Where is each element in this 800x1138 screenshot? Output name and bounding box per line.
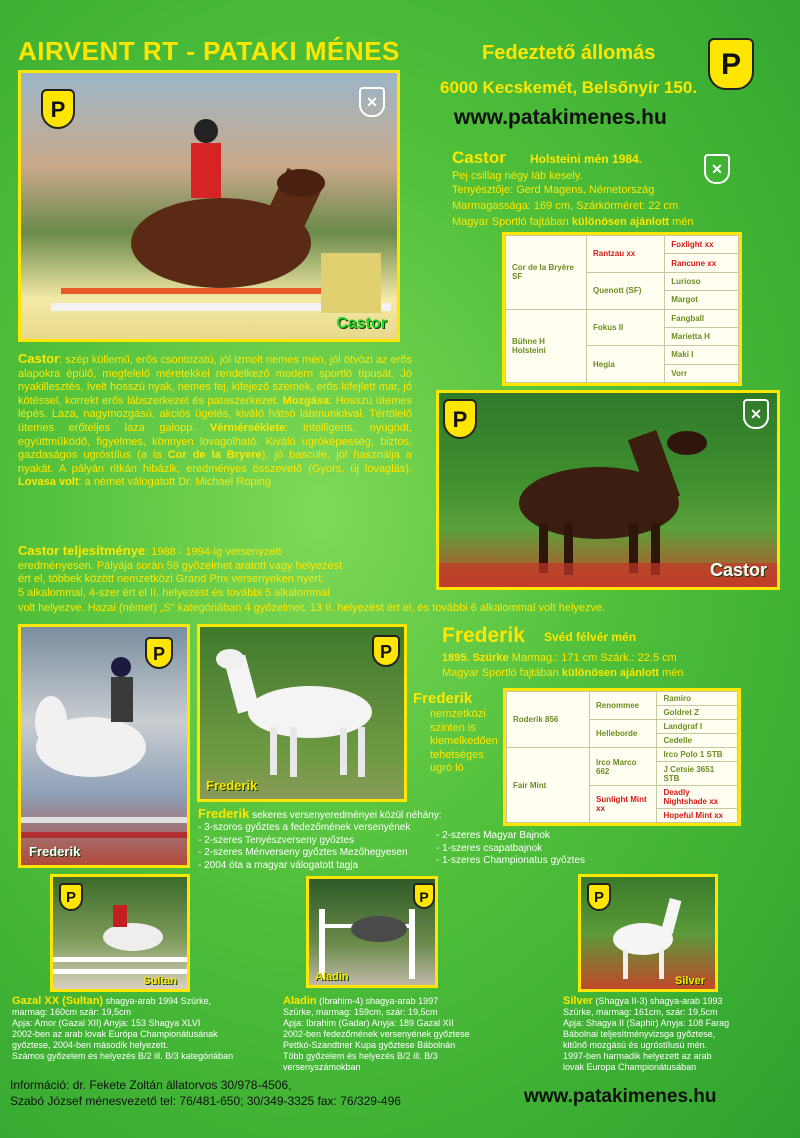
- horse-name: Gazal XX (Sultan): [12, 995, 104, 1007]
- frederik-results-heading: [198, 806, 442, 821]
- logo-shield-icon: P: [587, 883, 611, 911]
- horse-head: (Shagya II-3) shagya-arab 1993: [595, 996, 723, 1006]
- frederik-color: Szürke: [472, 652, 509, 664]
- pedigree-grandsire: Rantzau xx: [587, 236, 665, 273]
- pedigree-ancestor: Foxlight xx: [665, 236, 739, 254]
- logo-shield-icon: P: [708, 38, 754, 90]
- desc-heading: Cor de la Bryere: [167, 449, 262, 462]
- gazal-photo: [50, 874, 190, 992]
- pedigree-grandsire: Irco Marco 662: [590, 748, 657, 785]
- frederik-pedigree-table: [503, 688, 741, 826]
- photo-caption: Aladin: [315, 971, 349, 983]
- horse-head: (Ibrahim-4) shagya-arab 1997: [319, 996, 439, 1006]
- pedigree-ancestor: Deadly Nightshade xx: [657, 785, 738, 808]
- desc-text: ), jó bascule, jól használja a nyakát. A pályán ritkán hibázik, eredményes összevető (Gyors, új lovaglás).: [18, 449, 413, 475]
- website-link-bottom[interactable]: www.patakimenes.hu: [524, 1086, 717, 1107]
- desc-text: : szép küllemű, erős csontozatú, jól izmolt nemes mén, jól ötvözi az erős alapokra épülő, megfelelő méretekkel rendelkező modern sportló típusát. Jó nyakillesztés, ívelt hosszú nyak, nemes fej, kifejező szemek, erős kifejlett mar, jó kötéssel, korrekt erős lábszerkezet és pataszerkezet.: [18, 354, 412, 407]
- horse-line: Apja: Shagya II (Saphir) Anyja: 108 Farag: [563, 1018, 730, 1028]
- horse-line: Szürke, marmag: 159cm, szár: 19,5cm: [283, 1007, 438, 1017]
- pedigree-granddam: Helleborde: [590, 720, 657, 748]
- result-item: - 2004 óta a magyar válogatott tagja: [198, 859, 359, 871]
- frederik-name: Frederik: [442, 624, 525, 647]
- side-line: nemzetközi: [430, 708, 486, 720]
- perf-line: : 1988 - 1994-ig versenyzett: [145, 546, 282, 558]
- holstein-crest-icon: ✕: [743, 399, 769, 429]
- silver-photo: [578, 874, 718, 992]
- horse-line: Szürke, marmag: 161cm, szár: 19,5cm: [563, 1007, 718, 1017]
- castor-jump-illustration: [21, 73, 397, 339]
- pedigree-granddam: Hegia: [587, 346, 665, 383]
- frederik-results-left: [198, 822, 410, 872]
- side-line: kiemelkedően: [430, 735, 498, 748]
- horse-line: Apja: Ibrahim (Gadar) Anyja: 189 Gazal XII: [283, 1018, 454, 1028]
- horse-line: Több győzelem és helyezés B/2 ill. B/3: [283, 1051, 438, 1061]
- desc-text: : Hosszú ütemes lépés. Laza, nagymozgású, akciós ügetés, kiváló hátsó lábmunkával. Tértölelő ütemes erőteljes laza galopp.: [18, 394, 412, 434]
- castor-info-line: Marmagassága: 169 cm, Szárkörméret: 22 cm: [452, 200, 679, 212]
- website-link-top[interactable]: www.patakimenes.hu: [454, 106, 667, 129]
- pedigree-ancestor: Hopeful Mint xx: [657, 808, 738, 822]
- aladin-info: [283, 996, 533, 1073]
- page-subtitle: Fedeztető állomás: [482, 42, 656, 64]
- recommend-suffix: mén: [662, 667, 684, 679]
- pedigree-granddam: Sunlight Mint xx: [590, 785, 657, 822]
- frederik-recommend: [442, 667, 684, 679]
- horse-line: Számos győzelem és helyezés B/2 ill. B/3 kategóriában: [12, 1051, 234, 1061]
- result-item: - 2-szeres Tenyészverseny győztes: [198, 834, 354, 846]
- desc-name: Castor: [18, 351, 60, 366]
- logo-shield-icon: P: [59, 883, 83, 911]
- horse-line: Pettkó-Szandtner Kupa győztese Bábolnán: [283, 1040, 456, 1050]
- horse-line: versenyszámokban: [283, 1062, 361, 1072]
- photo-caption: Frederik: [29, 844, 81, 859]
- pedigree-grandsire: Fokus II: [587, 309, 665, 346]
- result-item: - 2-szeres Magyar Bajnok: [436, 830, 550, 841]
- pedigree-dam: Bühne H Holsteini: [506, 309, 587, 383]
- photo-caption: Castor: [336, 315, 387, 332]
- logo-shield-icon: P: [443, 399, 477, 439]
- perf-title: Castor teljesítménye: [18, 543, 146, 558]
- photo-caption: Castor: [709, 560, 767, 580]
- photo-caption: Silver: [675, 975, 705, 987]
- horse-line: 2002-ben az arab lovak Európa Championátusának: [12, 1029, 218, 1039]
- page-title: AIRVENT RT - PATAKI MÉNES: [18, 36, 400, 66]
- frederik-year: 1895.: [442, 652, 470, 664]
- photo-caption: Sultan: [143, 975, 177, 987]
- perf-line: volt helyezve. Hazai (német) „S" kategóriában 4 győzelmet, 13 II. helyezést ért el, és további 6 alkalommal volt helyezve.: [18, 602, 606, 614]
- gazal-info: [12, 996, 282, 1062]
- recommend-bold: különösen ajánlott: [561, 667, 660, 679]
- pedigree-ancestor: Cedelle: [657, 734, 738, 748]
- pedigree-ancestor: Fangball: [665, 309, 739, 327]
- result-item: - 1-szeres csapatbajnok: [436, 842, 543, 854]
- pedigree-sire: Roderik 856: [507, 692, 590, 748]
- frederik-side-name: Frederik: [413, 690, 473, 707]
- recommend-prefix: Magyar Sportló fajtában: [442, 667, 559, 679]
- photo-caption: Frederik: [206, 778, 258, 793]
- frederik-headline: Svéd félvér mén: [544, 630, 637, 644]
- footer-contact-line: Szabó József ménesvezető tel: 76/481-650; 30/349-3325 fax: 76/329-496: [10, 1094, 401, 1108]
- result-item: - 3-szoros győztes a fedezőmének versenyének: [198, 822, 411, 833]
- result-item: - 1-szeres Championatus győztes: [436, 855, 585, 866]
- recommend-bold: különösen ajánlott: [571, 216, 670, 228]
- footer-contact-line: Információ: dr. Fekete Zoltán állatorvos 30/978-4506,: [10, 1078, 292, 1092]
- pedigree-sire: Cor de la Bryère SF: [506, 236, 587, 310]
- desc-text: : Intelligens, nyugodt, együttműködő, figyelmes, könnyen lovagolható. Kiváló ugróképesség, biztos, gazdaságos ugróstílus (a la: [18, 421, 412, 462]
- horse-line: 2002-ben fedezőmének versenyének győztese: [283, 1029, 470, 1039]
- pedigree-ancestor: Irco Polo 1 STB: [657, 748, 738, 762]
- frederik-side-text: [430, 708, 498, 776]
- logo-shield-icon: P: [145, 637, 173, 669]
- castor-info-line: Tenyésztője: Gerd Magens, Németország: [452, 184, 655, 196]
- results-intro: sekeres versenyeredményei közül néhány:: [252, 810, 442, 821]
- recommend-suffix: mén: [672, 216, 694, 228]
- pedigree-ancestor: Margot: [665, 291, 739, 309]
- horse-head: shagya-arab 1994 Szürke,: [105, 996, 212, 1006]
- horse-line: Apja: Amor (Gazal XII) Anyja: 153 Shagya XLVI: [12, 1018, 201, 1028]
- horse-line: kitűnő mozgású és ugróstílusú mén.: [563, 1040, 708, 1050]
- aladin-photo: [306, 876, 438, 988]
- castor-field-photo: [436, 390, 780, 590]
- desc-heading: Lovasa volt: [18, 476, 79, 489]
- castor-name: Castor: [452, 148, 506, 167]
- pedigree-ancestor: Lurioso: [665, 272, 739, 290]
- recommend-prefix: Magyar Sportló fajtában: [452, 216, 569, 228]
- perf-line: 5 alkalommal, 4-szer ért el II. helyezést és további 5 alkalommal: [18, 586, 330, 599]
- horse-name: Silver: [563, 995, 593, 1007]
- castor-jumping-photo: [18, 70, 400, 342]
- address: 6000 Kecskemét, Belsőnyír 150.: [440, 78, 698, 97]
- result-item: - 2-szeres Ménverseny győztes Mezőhegyesen: [198, 847, 408, 858]
- pedigree-grandsire: Renommee: [590, 692, 657, 720]
- pedigree-ancestor: Ramiro: [657, 692, 738, 706]
- holstein-crest-icon: ✕: [704, 154, 730, 184]
- castor-standing-illustration: [439, 393, 777, 587]
- desc-heading: Mozgása: [282, 394, 330, 407]
- horse-line: lovak Europa Championátusában: [563, 1062, 697, 1072]
- horse-line: Bábolnai teljesítményvizsga győztese,: [563, 1029, 716, 1039]
- horse-line: 1997-ben harmadik helyezett az arab: [563, 1051, 712, 1061]
- pedigree-ancestor: J Cetsie 3651 STB: [657, 762, 738, 785]
- horse-line: győztese, 2004-ben második helyezett.: [12, 1040, 169, 1050]
- desc-heading: Vérmérséklete: [209, 421, 286, 434]
- pedigree-ancestor: Vorr: [665, 364, 739, 382]
- frederik-jumping-photo: [18, 624, 190, 868]
- perf-line: eredményesen. Pályája során 59 győzelmet aratott vagy helyezést: [18, 559, 343, 572]
- pedigree-ancestor: Rancune xx: [665, 254, 739, 272]
- side-line: szinten is: [430, 721, 476, 734]
- castor-pedigree-table: [502, 232, 742, 386]
- pedigree-ancestor: Landgraf I: [657, 720, 738, 734]
- castor-performance: [18, 544, 438, 600]
- desc-text: : a német válogatott Dr. Michael Roping: [78, 476, 272, 489]
- frederik-results-right: [436, 830, 585, 868]
- logo-shield-icon: P: [413, 883, 435, 909]
- castor-headline: Holsteini mén 1984.: [530, 152, 643, 166]
- castor-info-line: Pej csillag négy láb kesely.: [452, 170, 583, 182]
- frederik-standing-photo: [197, 624, 407, 802]
- logo-shield-icon: P: [372, 635, 400, 667]
- pedigree-ancestor: Marietta H: [665, 327, 739, 345]
- pedigree-ancestor: Maki I: [665, 346, 739, 364]
- frederik-measures: Marmag.: 171 cm Szárk.: 22.5 cm: [511, 652, 677, 664]
- silver-info: [563, 996, 795, 1073]
- horse-line: marmag: 160cm szár: 19,5cm: [12, 1007, 132, 1017]
- holstein-crest-icon: ✕: [359, 87, 385, 117]
- frederik-info-line: [442, 652, 677, 664]
- pedigree-dam: Fair Mint: [507, 748, 590, 823]
- side-line: tehetséges: [430, 748, 484, 761]
- castor-description: [18, 352, 412, 490]
- pedigree-granddam: Quenott (SF): [587, 272, 665, 309]
- horse-name: Aladin: [283, 995, 317, 1007]
- pedigree-ancestor: Goldret Z: [657, 706, 738, 720]
- perf-line: ért el, többek között nemzetközi Grand Prix versenyeken nyert.: [18, 573, 325, 586]
- side-line: ugró ló: [430, 762, 464, 775]
- results-name: Frederik: [198, 806, 250, 821]
- logo-shield-icon: P: [41, 89, 75, 129]
- castor-recommend: [452, 216, 694, 228]
